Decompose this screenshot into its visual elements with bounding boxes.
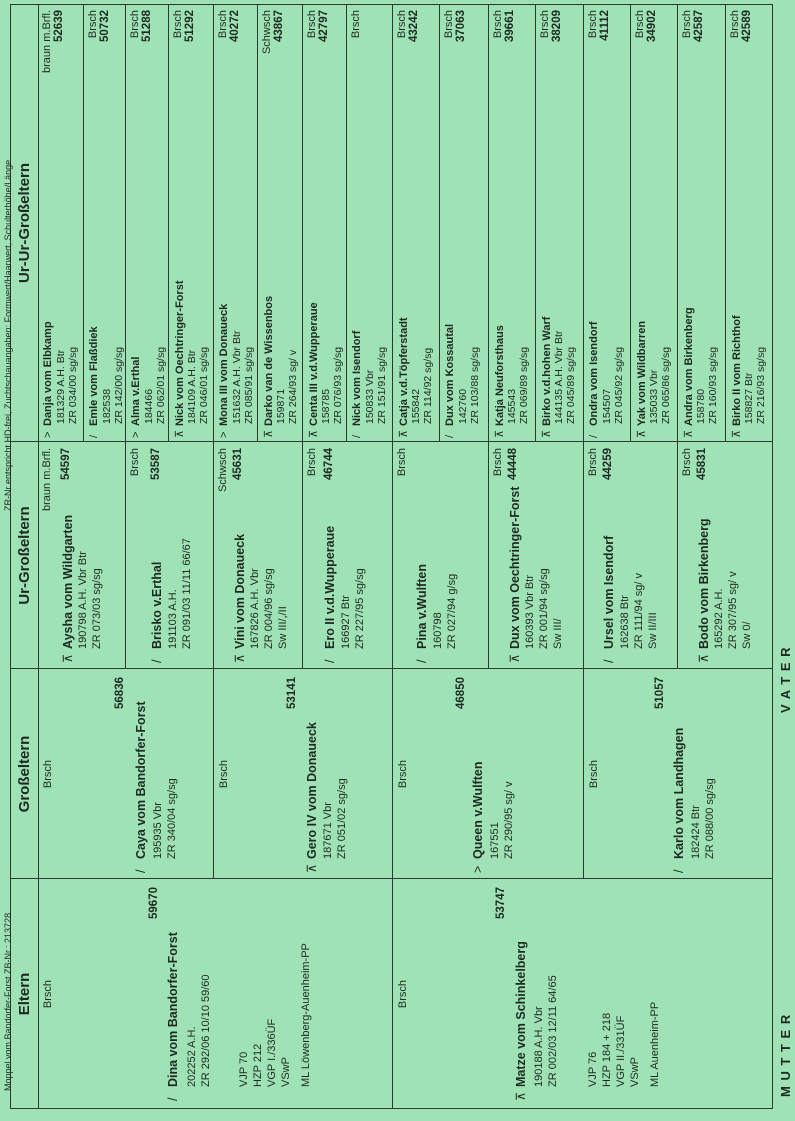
line-marker: ⊼ xyxy=(494,429,506,438)
info-line: 191103 A.H. xyxy=(167,589,179,649)
great-great-grandparent xyxy=(303,4,346,442)
points: 44448 xyxy=(507,448,519,480)
header-parents: Eltern xyxy=(10,879,39,1109)
info-line: 154507 xyxy=(601,388,613,424)
dog-name xyxy=(588,321,600,438)
points: 45831 xyxy=(696,448,708,480)
dog-name xyxy=(730,315,743,438)
great-great-grandparent xyxy=(258,4,302,442)
coat-color: Brsch xyxy=(172,10,184,39)
dog-name-text: Catja v.d.Töpferstadt xyxy=(398,317,410,426)
coat-color: Brsch xyxy=(587,10,599,39)
dog-name xyxy=(218,304,230,438)
info-line: ZR 290/95 sg/ v xyxy=(503,781,515,859)
info-line: ZR 103/88 sg/sg xyxy=(469,346,481,424)
line-marker: ⊼ xyxy=(636,429,648,438)
line-marker: ⊼ xyxy=(174,429,186,438)
points: 38209 xyxy=(551,10,563,42)
line-marker: ⊼ xyxy=(683,429,695,438)
test-line: ML Auenheim-PP xyxy=(649,1001,661,1087)
coat-color: Brsch xyxy=(350,10,362,39)
info-line: 162638 Btr xyxy=(619,595,631,649)
great-great-grandparent xyxy=(126,4,168,442)
dog-name xyxy=(262,296,275,438)
line-marker: ⊼ xyxy=(697,653,711,663)
points: 53141 xyxy=(286,677,298,709)
info-line: ZR 046/01 sg/sg xyxy=(198,346,210,424)
grandparent xyxy=(393,669,583,879)
info-line: 182538 xyxy=(101,388,113,424)
dog-name-text: Andra vom Birkenberg xyxy=(683,307,695,426)
info-line: ZR 088/00 sg/sg xyxy=(704,778,716,859)
coat-color: braun m.Brfl. xyxy=(41,10,53,73)
info-line: 158785 xyxy=(320,388,332,424)
coat-color: Brsch xyxy=(443,10,455,39)
test-line: HZP 212 xyxy=(252,1043,264,1087)
dog-name xyxy=(42,321,54,438)
dog-name-text: Centa III v.d.Wupperaue xyxy=(308,302,320,426)
points: 43242 xyxy=(408,10,420,42)
info-line: 167551 xyxy=(489,822,501,859)
line-marker: / xyxy=(415,659,429,663)
info-line: ZR 073/03 sg/sg xyxy=(91,568,103,649)
dog-name xyxy=(351,331,363,438)
great-grandparent xyxy=(678,442,773,669)
line-marker: / xyxy=(444,434,456,438)
grandparent xyxy=(38,669,213,879)
info-line: ZR 091/03 11/11 66/67 xyxy=(181,538,193,649)
info-line: 190188 A.H. Vbr xyxy=(533,1006,545,1087)
info-line: 182424 Btr xyxy=(690,805,702,859)
dog-name xyxy=(493,325,506,438)
great-great-grandparent xyxy=(536,4,583,442)
points: 56836 xyxy=(114,677,126,709)
line-marker: > xyxy=(42,431,54,438)
info-line: ZR 142/00 sg/sg xyxy=(113,346,125,424)
line-marker: ⊼ xyxy=(263,429,275,438)
dog-name-text: Nick vom Isendorf xyxy=(351,330,363,426)
info-line: ZR 027/94 g/sg xyxy=(446,573,458,649)
line-marker: / xyxy=(88,434,100,438)
dog-name xyxy=(307,302,320,438)
points: 34902 xyxy=(646,10,658,42)
info-line: 158780 xyxy=(695,388,707,424)
great-great-grandparent xyxy=(214,4,257,442)
great-great-grandparent xyxy=(678,4,725,442)
great-grandparent xyxy=(38,442,125,669)
great-great-grandparent xyxy=(631,4,677,442)
great-grandparent xyxy=(126,442,213,669)
dog-name-text: Caya vom Bandorfer-Forst xyxy=(134,701,148,859)
header-great-great-grandparents: Ur-Ur-Großeltern xyxy=(10,4,39,442)
footer-left: Moppel vom Bandorfer-Forst ZB-Nr.: 213728 xyxy=(3,912,13,1091)
points: 42587 xyxy=(693,10,705,42)
coat-color: Brsch xyxy=(681,10,693,39)
dog-name xyxy=(304,722,319,873)
dog-name-text: Ursel vom Isendorf xyxy=(602,535,616,649)
dog-name xyxy=(415,564,429,663)
points: 51288 xyxy=(141,10,153,42)
info-line: 151632 A.H. Vbr Btr xyxy=(231,330,243,424)
info-line: 195935 Vbr xyxy=(152,802,164,859)
info-line: 135033 Vbr xyxy=(648,369,660,424)
dog-name xyxy=(696,518,711,663)
coat-color: Brsch xyxy=(42,759,54,789)
great-great-grandparent xyxy=(489,4,535,442)
info-line: ZR 160/93 sg/sg xyxy=(707,346,719,424)
points: 39661 xyxy=(504,10,516,42)
line-marker: ⊼ xyxy=(398,429,410,438)
info-line: 187671 Vbr xyxy=(322,802,334,859)
dog-name xyxy=(513,941,528,1101)
coat-color: Brsch xyxy=(396,448,408,477)
dog-name-text: Dux vom Kossautal xyxy=(444,323,456,426)
line-marker: > xyxy=(130,431,142,438)
info-line: ZR 264/93 sg/ v xyxy=(287,349,299,424)
coat-color: Brsch xyxy=(129,448,141,477)
dog-name-text: Queen v.Wulften xyxy=(471,761,485,859)
dog-name-text: Karlo vom Landhagen xyxy=(672,727,686,859)
dog-name-text: Emle vom Flaßdiek xyxy=(88,326,100,426)
info-line: 155842 xyxy=(410,388,422,424)
line-marker: ⊼ xyxy=(305,863,319,873)
info-line: ZR 062/01 sg/sg xyxy=(155,346,167,424)
dog-name-text: Birko II vom Richthof xyxy=(731,315,743,426)
info-line: ZR 216/93 sg/sg xyxy=(755,346,767,424)
coat-color: Brsch xyxy=(634,10,646,39)
info-line: ZR 004/96 sg/sg xyxy=(263,568,275,649)
coat-color: Brsch xyxy=(87,10,99,39)
info-line: 167826 A.H. Vbr xyxy=(249,568,261,649)
line-marker: > xyxy=(471,865,485,873)
dog-name xyxy=(471,762,485,873)
points: 53587 xyxy=(150,448,162,480)
test-line: VSwP xyxy=(280,1057,292,1087)
line-marker: / xyxy=(588,434,600,438)
dog-name-text: Pina v.Wulften xyxy=(415,564,429,649)
footer-right: ZR-Nr entspricht HD-frei, Zuchtschauangaben: Formwert/Haarwert, Schulterhöhe/Länge xyxy=(3,159,13,511)
points: 43867 xyxy=(273,10,285,42)
info-line: 158827 Btr xyxy=(743,372,755,424)
info-line: 145543 xyxy=(506,388,518,424)
test-line: VGP II./331ÜF xyxy=(615,1015,627,1087)
points: 46744 xyxy=(323,448,335,480)
info-line: 165292 A.H. xyxy=(713,588,725,649)
test-line: HZP 184 + 218 xyxy=(601,1012,613,1087)
dog-name-text: Nick vom Oechtringer-Forst xyxy=(174,280,186,426)
dog-name-text: Alma v.Erthal xyxy=(130,356,142,426)
line-marker: ⊼ xyxy=(61,653,75,663)
line-marker: > xyxy=(218,431,230,438)
dog-name xyxy=(130,357,142,439)
dog-name-text: Ondra vom Isendorf xyxy=(588,321,600,426)
parent-mother xyxy=(38,879,392,1109)
dog-name-text: Mona III vom Donaueck xyxy=(218,303,230,426)
info-line: ZR 151/91 sg/sg xyxy=(376,346,388,424)
points: 51292 xyxy=(184,10,196,42)
info-line: ZR 114/92 sg/sg xyxy=(422,347,434,424)
points: 42797 xyxy=(318,10,330,42)
dog-name-text: Gero IV vom Donaueck xyxy=(305,722,319,859)
coat-color: Brsch xyxy=(306,10,318,39)
great-great-grandparent xyxy=(169,4,213,442)
dog-name-text: Vini vom Donaueck xyxy=(233,533,247,649)
info-line: 150833 Vbr xyxy=(364,369,376,424)
points: 53747 xyxy=(495,887,507,919)
coat-color: Brsch xyxy=(681,448,693,477)
line-marker: ⊼ xyxy=(308,429,320,438)
info-line: 184109 A.H. Btr xyxy=(186,349,198,424)
dog-name-text: Danja vom Elbkamp xyxy=(42,321,54,426)
dog-name xyxy=(444,324,456,438)
test-line: VSwP xyxy=(629,1057,641,1087)
test-line: VJP 76 xyxy=(587,1051,599,1087)
side-label-father: V A T E R xyxy=(778,646,793,713)
line-marker: / xyxy=(166,1097,180,1101)
coat-color: Brsch xyxy=(729,10,741,39)
info-line: ZR 227/95 sg/sg xyxy=(354,568,366,649)
coat-color: Brsch xyxy=(397,979,409,1009)
info-line: ZR 045/89 sg/sg xyxy=(565,346,577,424)
coat-color: Brsch xyxy=(588,759,600,789)
info-line: 181329 A.H. Btr xyxy=(55,349,67,424)
info-line: 184466 xyxy=(143,388,155,424)
points: 45631 xyxy=(232,448,244,480)
points: 42589 xyxy=(741,10,753,42)
line-marker: ⊼ xyxy=(233,653,247,663)
coat-color: Brsch xyxy=(492,10,504,39)
coat-color: braun m.Brfl. xyxy=(41,448,53,511)
points: 52639 xyxy=(53,10,65,42)
info-line: Sw III/,/II xyxy=(277,606,289,649)
great-great-grandparent xyxy=(393,4,439,442)
dog-name xyxy=(232,534,247,663)
points: 51057 xyxy=(654,677,666,709)
info-line: ZR 307/95 sg/ v xyxy=(727,571,739,649)
dog-name-text: Yak vom Wildbarren xyxy=(636,320,648,426)
line-marker: ⊼ xyxy=(514,1091,528,1101)
info-line: 160393 Vbr Btr xyxy=(524,575,536,649)
points: 46850 xyxy=(455,677,467,709)
dog-name-text: Brisko v.Erthal xyxy=(150,561,164,649)
info-line: 166927 Btr xyxy=(340,595,352,649)
great-grandparent xyxy=(303,442,392,669)
coat-color: Brsch xyxy=(306,448,318,477)
coat-color: Brsch xyxy=(218,759,230,789)
dog-name xyxy=(150,562,164,663)
coat-color: Brsch xyxy=(492,448,504,477)
side-label-mother: M U T T E R xyxy=(778,1013,793,1097)
points: 50732 xyxy=(99,10,111,42)
test-line: VGP I./336ÜF xyxy=(266,1018,278,1087)
dog-name-text: Ero II v.d.Wupperaue xyxy=(323,525,337,649)
coat-color: Brsch xyxy=(129,10,141,39)
info-line: 142760 xyxy=(457,388,469,424)
dog-name xyxy=(635,321,648,438)
great-great-grandparent xyxy=(84,4,125,442)
info-line: ZR 001/94 sg/sg xyxy=(538,568,550,649)
dog-name xyxy=(540,317,553,438)
info-line: ZR 002/03 12/11 64/65 xyxy=(547,975,559,1087)
header-grandparents: Großeltern xyxy=(10,669,39,879)
points: 41112 xyxy=(599,10,611,41)
points: 59670 xyxy=(148,887,160,919)
dog-name xyxy=(60,515,75,663)
coat-color: Brsch xyxy=(397,759,409,789)
grandparent xyxy=(584,669,773,879)
great-grandparent xyxy=(393,442,488,669)
coat-color: Brsch xyxy=(539,10,551,39)
dog-name-text: Katja Neuforsthaus xyxy=(494,325,506,426)
dog-name xyxy=(507,486,522,663)
info-line: Sw II/III xyxy=(647,612,659,649)
info-line: ZR 034/00 sg/sg xyxy=(67,346,79,424)
coat-color: Brsch xyxy=(587,448,599,477)
info-line: ZR 076/93 sg/sg xyxy=(332,346,344,424)
info-line: 160798 xyxy=(432,612,444,649)
dog-name xyxy=(397,317,410,438)
info-line: Sw 0/ xyxy=(741,621,753,649)
line-marker: / xyxy=(602,659,616,663)
dog-name-text: Dina vom Bandorfer-Forst xyxy=(166,932,180,1087)
info-line: ZR 085/91 sg/sg xyxy=(243,346,255,424)
info-line: ZR 340/04 sg/sg xyxy=(166,778,178,859)
great-great-grandparent xyxy=(440,4,488,442)
dog-name-text: Dux vom Oechtringer-Forst xyxy=(508,486,522,649)
test-line: VJP 70 xyxy=(238,1051,250,1087)
info-line: 159871 xyxy=(275,388,287,424)
points: 40272 xyxy=(229,10,241,42)
coat-color: Schwsch xyxy=(261,10,273,55)
dog-name-text: Matze vom Schinkelberg xyxy=(514,941,528,1087)
info-line: Sw III/ xyxy=(552,618,564,649)
header-great-grandparents: Ur-Großeltern xyxy=(10,442,39,669)
great-great-grandparent xyxy=(584,4,630,442)
dog-name xyxy=(166,932,180,1101)
info-line: ZR 051/02 sg/sg xyxy=(336,778,348,859)
great-grandparent xyxy=(489,442,583,669)
great-great-grandparent xyxy=(347,4,392,442)
dog-name-text: Aysha vom Wildgarten xyxy=(61,514,75,649)
test-line: ML Löwenberg-Auenheim-PP xyxy=(300,943,312,1087)
dog-name xyxy=(682,307,695,438)
dog-name-text: Birko v.d.hohen Warf xyxy=(541,316,553,426)
info-line: ZR 111/94 sg/ v xyxy=(633,572,645,649)
info-line: 190798 A.H. Vbr Btr xyxy=(77,551,89,649)
great-grandparent xyxy=(584,442,677,669)
info-line: 144135 A.H. Vbr Btr xyxy=(553,330,565,424)
info-line: ZR 069/89 sg/sg xyxy=(518,346,530,424)
info-line: ZR 292/06 10/10 59/60 xyxy=(200,974,212,1087)
dog-name-text: Bodo vom Birkenberg xyxy=(697,518,711,649)
dog-name xyxy=(602,536,616,663)
parent-father xyxy=(393,879,773,1109)
line-marker: / xyxy=(323,659,337,663)
dog-name xyxy=(134,701,148,873)
line-marker: ⊼ xyxy=(541,429,553,438)
great-great-grandparent xyxy=(726,4,773,442)
dog-name xyxy=(88,326,100,438)
line-marker: ⊼ xyxy=(508,653,522,663)
dog-name xyxy=(323,526,337,663)
coat-color: Brsch xyxy=(217,10,229,39)
points: 54597 xyxy=(60,448,72,480)
info-line: ZR 065/86 sg/sg xyxy=(660,346,672,424)
coat-color: Schwsch xyxy=(217,448,229,493)
great-great-grandparent xyxy=(38,4,83,442)
grandparent xyxy=(214,669,392,879)
line-marker: / xyxy=(150,659,164,663)
points: 37063 xyxy=(455,10,467,42)
line-marker: / xyxy=(351,434,363,438)
line-marker: / xyxy=(672,869,686,873)
info-line: 202252 A.H. xyxy=(186,1026,198,1087)
great-grandparent xyxy=(214,442,302,669)
coat-color: Brsch xyxy=(396,10,408,39)
line-marker: / xyxy=(134,869,148,873)
points: 44259 xyxy=(602,448,614,480)
dog-name xyxy=(173,281,186,438)
coat-color: Brsch xyxy=(42,979,54,1009)
dog-name-text: Darko van de Wissenbos xyxy=(263,295,275,426)
dog-name xyxy=(672,728,686,873)
info-line: ZR 045/92 sg/sg xyxy=(613,346,625,424)
line-marker: ⊼ xyxy=(731,429,743,438)
